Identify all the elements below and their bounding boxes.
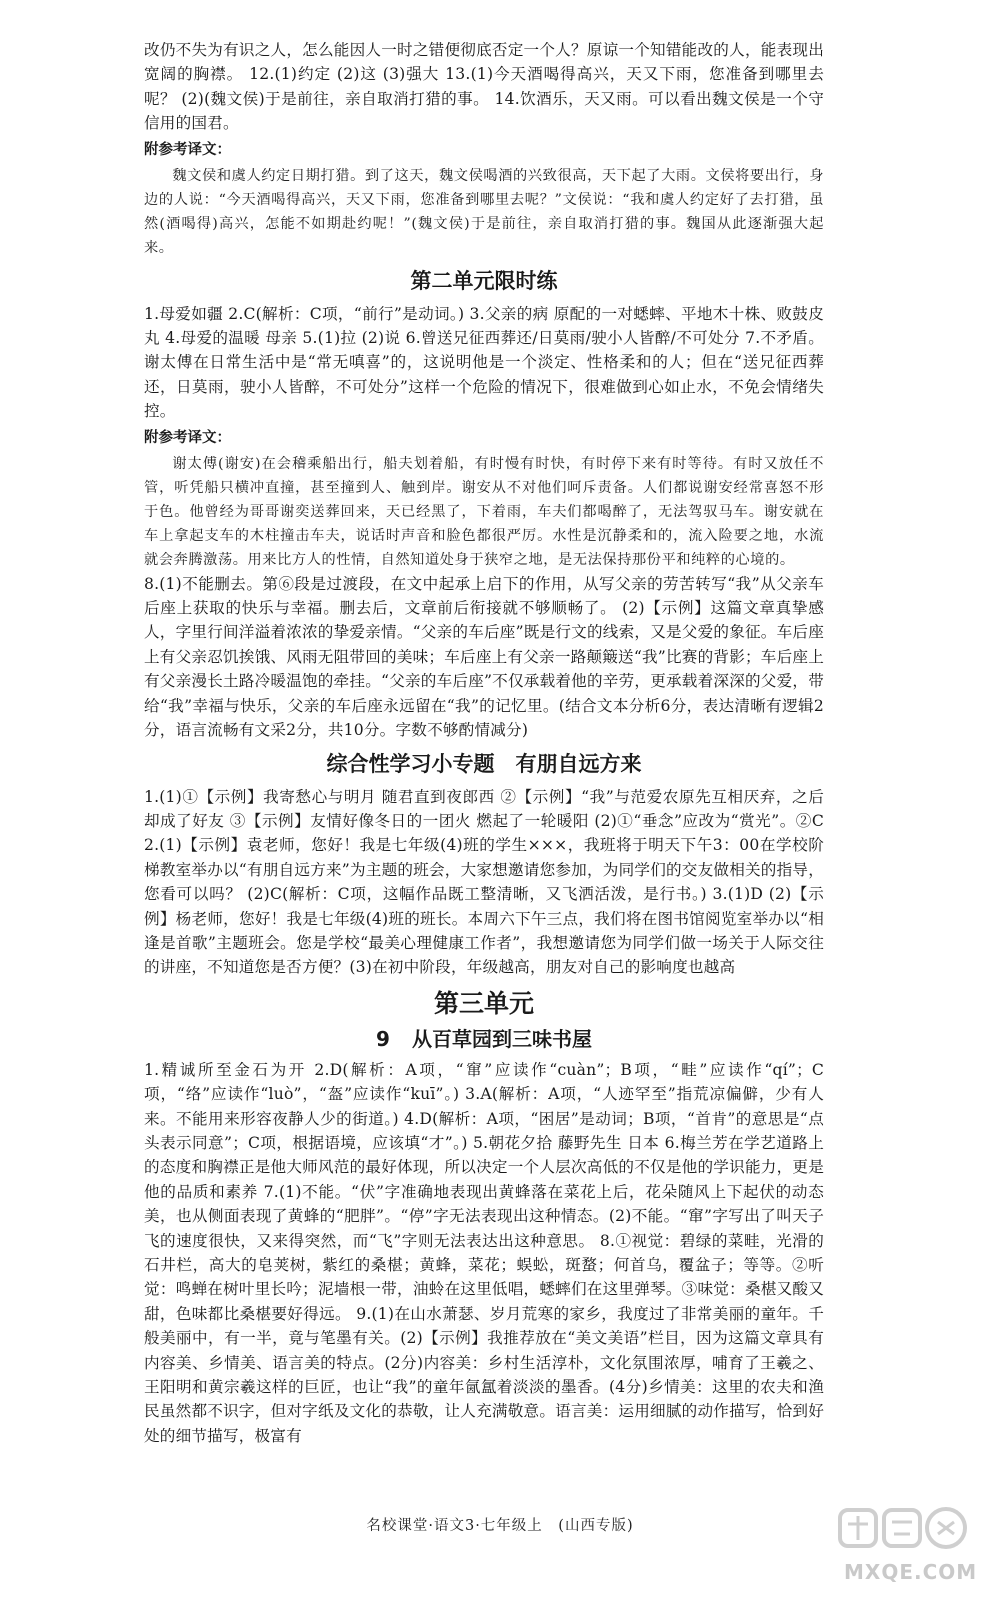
watermark-logo-icon bbox=[838, 1504, 974, 1560]
translation-text: 谢太傅(谢安)在会稽乘船出行，船夫划着船，有时慢有时快，有时停下来有时等待。有时又放任不管，听凭船只横冲直撞，甚至撞到人、触到岸。谢安从不对他们呵斥责备。人们都说谢安经常喜怒不形于色。他曾经为哥哥谢奕送葬回来，天已经黑了，下着雨，车夫们都喝醉了，无法驾驭马车。谢安就在车上拿起支车的木柱撞击车夫，说话时声音和脸色都很严厉。水性是沉静柔和的，流入险要之地，水流就会奔腾激荡。用来比方人的性情，自然知道处身于狭窄之地，是无法保持那份平和纯粹的心境的。 bbox=[144, 455, 824, 568]
page-footer: 名校课堂·语文3·七年级上 (山西专版) bbox=[366, 1518, 634, 1534]
lesson-title bbox=[144, 1024, 824, 1054]
lesson-number: 9 bbox=[376, 1026, 390, 1051]
project-answers: 1.(1)①【示例】我寄愁心与明月 随君直到夜郎西 ②【示例】“我”与范爱农原先互相厌弃，之后却成了好友 ③【示例】友情好像冬日的一团火 燃起了一轮暖阳 (2)①“垂念”应改为“赏光”。②C 2.(1)【示例】袁老师，您好！我是七年级(4)班的学生×××，我班将于明天下午3：00在学校阶梯教室举办以“有朋自远方来”为主题的班会，大家想邀请您参加，为同学们的交友做相关的指导，您看可以吗？ (2)C(解析：C项，这幅作品既工整清晰，又飞洒活泼，是行书。) 3.(1)D (2)【示例】杨老师，您好！我是七年级(4)班的班长。本周六下午三点，我们将在图书馆阅览室举办以“相逢是首歌”主题班会。您是学校“最美心理健康工作者”，我想邀请您为同学们做一场关于人际交往的讲座，不知道您是否方便？(3)在初中阶段，年级越高，朋友对自己的影响度也越高 bbox=[144, 787, 824, 977]
unit2-answer-8: 8.(1)不能删去。第⑥段是过渡段，在文中起承上启下的作用，从写父亲的劳苦转写“我”从父亲车后座上获取的快乐与幸福。删去后，文章前后衔接就不够顺畅了。 (2)【示例】这篇文章真挚感人，字里行间洋溢着浓浓的挚爱亲情。“父亲的车后座”既是行文的线索，又是父爱的象征。车后座上有父亲忍饥挨饿、风雨无阻带回的美味；车后座上有父亲一路颠簸送“我”比赛的背影；车后座上有父亲漫长土路冷暖温饱的牵挂。“父亲的车后座”不仅承载着他的辛劳，更承载着深深的父爱，带给“我”幸福与快乐，父亲的车后座永远留在“我”的记忆里。(结合文本分析6分，表达清晰有逻辑2分，语言流畅有文采2分，共10分。字数不够酌情减分) bbox=[144, 574, 824, 740]
lesson-answers: 1.精诚所至金石为开 2.D(解析：A项，“窜”应读作“cuàn”；B项，“畦”应读作“qí”；C项，“络”应读作“luò”，“盔”应读作“kuī”。) 3.A(解析：A项，“人迹罕至”指荒凉偏僻，少有人来。不能用来形容夜静人少的街道。) 4.D(解析：A项，“困居”是动词；B项，“首肯”的意思是“点头表示同意”；C项，根据语境，应该填“才”。) 5.朝花夕拾 藤野先生 日本 6.梅兰芳在学艺道路上的态度和胸襟正是他大师风范的最好体现，所以决定一个人层次高低的不仅是他的学识能力，更是他的品质和素养 7.(1)不能。“伏”字准确地表现出黄蜂落在菜花上后，花朵随风上下起伏的动态美，也从侧面表现了黄蜂的“肥胖”。“停”字无法表现出这种情态。(2)不能。“窜”字写出了叫天子飞的速度很快，又来得突然，而“飞”字则无法表达出这种意思。 8.①视觉：碧绿的菜畦，光滑的石井栏，高大的皂荚树，紫红的桑椹；黄蜂，菜花；蜈蚣，斑蝥；何首乌，覆盆子；等等。②听觉：鸣蝉在树叶里长吟；泥墙根一带，油蛉在这里低唱，蟋蟀们在这里弹琴。③味觉：桑椹又酸又甜，色味都比桑椹要好得远。 9.(1)在山水萧瑟、岁月荒寒的家乡，我度过了非常美丽的童年。千般美丽中，有一半，竟与笔墨有关。(2)【示例】我推荐放在“美文美语”栏目，因为这篇文章具有内容美、乡情美、语言美的特点。(2分)内容美：乡村生活淳朴，文化氛围浓厚，哺育了王羲之、王阳明和黄宗羲这样的巨匠，也让“我”的童年氤氲着淡淡的墨香。(4分)乡情美：这里的农夫和渔民虽然都不识字，但对字纸及文化的恭敬，让人充满敬意。语言美：运用细腻的动作描写，恰到好处的细节描写，极富有 bbox=[144, 1060, 824, 1445]
translation-text: 魏文侯和虞人约定日期打猎。到了这天，魏文侯喝酒的兴致很高，天下起了大雨。文侯将要出行，身边的人说：“今天酒喝得高兴，天又下雨，您准备到哪里去呢？”文侯说：“我和虞人约定好了去打猎，虽然(酒喝得)高兴，怎能不如期赴约呢！”(魏文侯)于是前往，亲自取消打猎的事。魏国从此逐渐强大起来。 bbox=[144, 167, 824, 256]
lesson-name: 从百草园到三味书屋 bbox=[411, 1026, 592, 1051]
unit-title: 第三单元 bbox=[433, 988, 534, 1018]
site-watermark bbox=[830, 1504, 978, 1584]
translation-label: 附参考译文： bbox=[144, 429, 231, 446]
unit2-answers: 1.母爱如疆 2.C(解析：C项，“前行”是动词。) 3.父亲的病 原配的一对蟋蟀、平地木十株、败鼓皮丸 4.母爱的温暖 母亲 5.(1)拉 (2)说 6.曾送兄征西葬还/日莫雨/驶小人皆醉/不可处分 7.不矛盾。谢太傅在日常生活中是“常无嗔喜”的，这说明他是一个淡定、性格柔和的人；但在“送兄征西葬还，日莫雨，驶小人皆醉，不可处分”这样一个危险的情况下，很难做到心如止水，不免会情绪失控。 bbox=[144, 304, 824, 421]
translation-label: 附参考译文： bbox=[144, 141, 231, 158]
watermark-text: MXQE.COM bbox=[844, 1560, 978, 1584]
section-title-unit2-test: 第二单元限时练 bbox=[410, 268, 558, 293]
section-title-project: 综合性学习小专题 有朋自远方来 bbox=[326, 751, 642, 776]
intro-answers: 改仍不失为有识之人，怎么能因人一时之错便彻底否定一个人？原谅一个知错能改的人，能表现出宽阔的胸襟。 12.(1)约定 (2)这 (3)强大 13.(1)今天酒喝得高兴，天又下雨，您准备到哪里去呢？ (2)(魏文侯)于是前往，亲自取消打猎的事。 14.饮酒乐，天又雨。可以看出魏文侯是一个守信用的国君。 bbox=[144, 41, 824, 133]
